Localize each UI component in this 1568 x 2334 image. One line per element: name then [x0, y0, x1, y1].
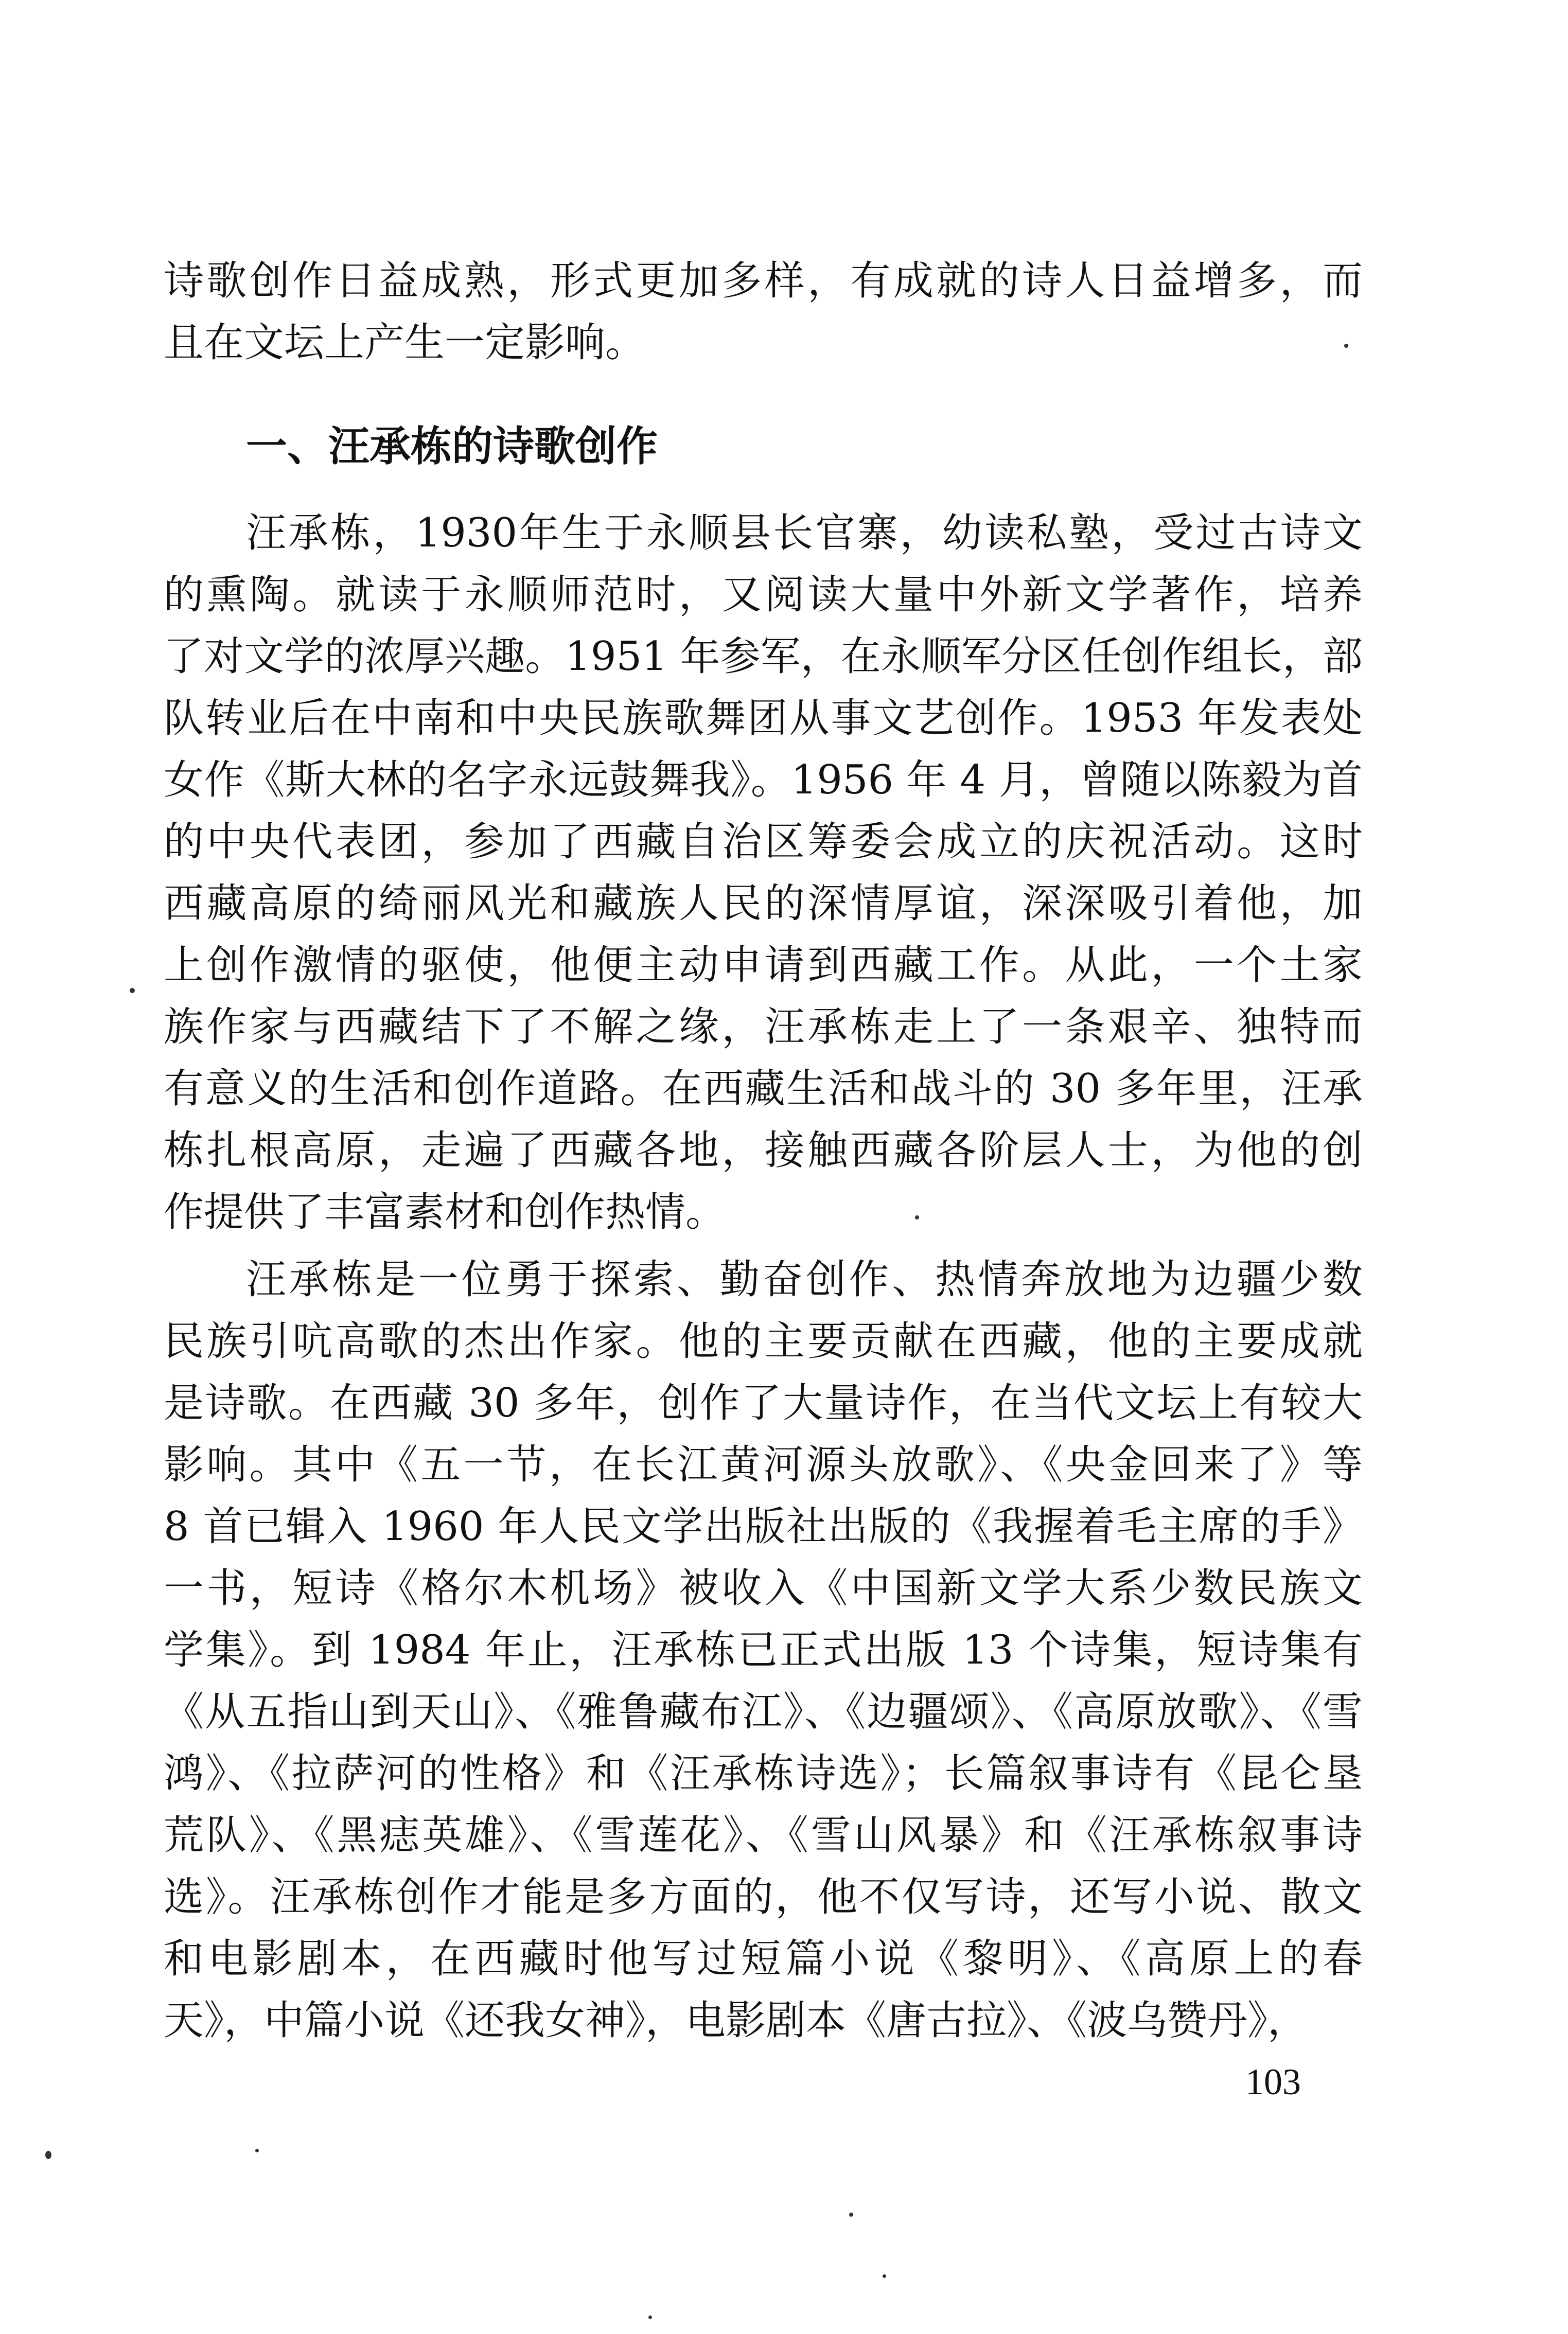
scan-speck [1344, 344, 1348, 348]
scan-speck [130, 988, 135, 993]
scan-speck [883, 2274, 886, 2278]
text-line: 作提供了丰富素材和创作热情。 [164, 1189, 726, 1235]
scan-speck [849, 2213, 853, 2217]
text-line: 族作家与西藏结下了不解之缘，汪承栋走上了一条艰辛、独特而 [164, 1004, 1363, 1050]
text-line: 天》，中篇小说《还我女神》，电影剧本《唐古拉》、《波乌赞丹》， [164, 1997, 1308, 2044]
text-line: 栋扎根高原，走遍了西藏各地，接触西藏各阶层人士，为他的创 [164, 1127, 1363, 1174]
scan-speck [648, 2315, 652, 2319]
text-line: 是诗歌。在西藏 30 多年，创作了大量诗作，在当代文坛上有较大 [164, 1380, 1363, 1426]
paragraph-achievements [164, 1249, 1363, 2052]
intro-paragraph [164, 250, 1363, 374]
text-line: 影响。其中《五一节，在长江黄河源头放歌》、《央金回来了》等 [164, 1442, 1363, 1488]
text-line: 鸿》、《拉萨河的性格》和《汪承栋诗选》；长篇叙事诗有《昆仑垦 [164, 1750, 1363, 1797]
page-number: 103 [1245, 2061, 1301, 2102]
text-line: 《从五指山到天山》、《雅鲁藏布江》、《边疆颂》、《高原放歌》、《雪 [164, 1689, 1363, 1735]
text-line: 了对文学的浓厚兴趣。1951 年参军，在永顺军分区任创作组长，部 [164, 633, 1363, 680]
section-heading: 一、汪承栋的诗歌创作 [246, 422, 658, 470]
text-line: 学集》。到 1984 年止，汪承栋已正式出版 13 个诗集，短诗集有 [164, 1627, 1363, 1673]
text-line: 有意义的生活和创作道路。在西藏生活和战斗的 30 多年里，汪承 [164, 1066, 1363, 1112]
text-line: 诗歌创作日益成熟，形式更加多样，有成就的诗人日益增多，而 [164, 258, 1363, 304]
text-line: 女作《斯大林的名字永远鼓舞我》。1956 年 4 月，曾随以陈毅为首 [164, 757, 1363, 803]
text-line: 的中央代表团，参加了西藏自治区筹委会成立的庆祝活动。这时 [164, 819, 1363, 865]
text-line: 民族引吭高歌的杰出作家。他的主要贡献在西藏，他的主要成就 [164, 1318, 1363, 1365]
text-line: 西藏高原的绮丽风光和藏族人民的深情厚谊，深深吸引着他，加 [164, 880, 1363, 927]
text-line: 选》。汪承栋创作才能是多方面的，他不仅写诗，还写小说、散文 [164, 1874, 1363, 1920]
text-line: 且在文坛上产生一定影响。 [164, 320, 646, 366]
text-line: 汪承栋，1930年生于永顺县长官寨，幼读私塾，受过古诗文 [246, 510, 1363, 556]
scan-speck [255, 2149, 259, 2152]
text-line: 荒队》、《黑痣英雄》、《雪莲花》、《雪山风暴》和《汪承栋叙事诗 [164, 1812, 1363, 1859]
text-line: 队转业后在中南和中央民族歌舞团从事文艺创作。1953 年发表处 [164, 695, 1363, 741]
paragraph-biography [164, 502, 1363, 1243]
text-line: 汪承栋是一位勇于探索、勤奋创作、热情奔放地为边疆少数 [246, 1257, 1363, 1303]
text-line: 和电影剧本，在西藏时他写过短篇小说《黎明》、《高原上的春 [164, 1936, 1363, 1982]
text-line: 上创作激情的驱使，他便主动申请到西藏工作。从此，一个土家 [164, 942, 1363, 988]
scan-speck [45, 2151, 51, 2159]
text-line: 8 首已辑入 1960 年人民文学出版社出版的《我握着毛主席的手》 [164, 1504, 1363, 1550]
scan-speck [915, 1215, 919, 1219]
text-line: 一书，短诗《格尔木机场》被收入《中国新文学大系少数民族文 [164, 1565, 1363, 1612]
text-line: 的熏陶。就读于永顺师范时，又阅读大量中外新文学著作，培养 [164, 572, 1363, 618]
